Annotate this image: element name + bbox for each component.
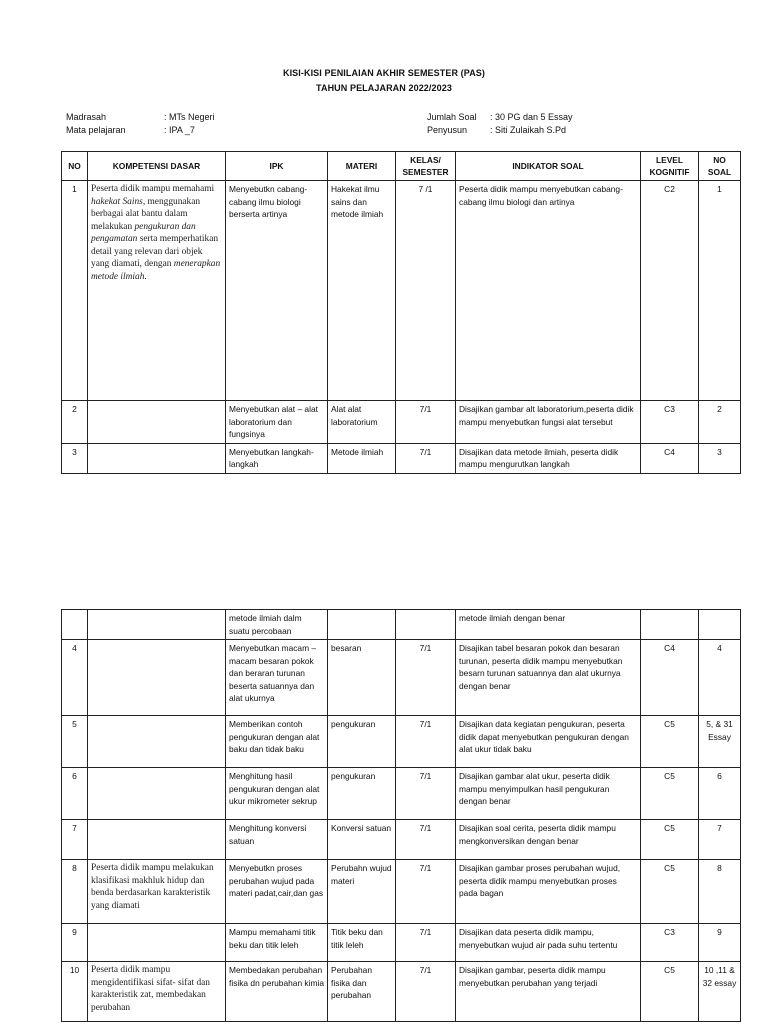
table-row bbox=[62, 716, 741, 768]
col-header-kelas: KELAS/ bbox=[410, 155, 441, 165]
cell-indikator-soal: Disajikan data kegiatan pengukuran, peserta didik dapat menyebutkan pengukuran dengan alat ukur tidak baku bbox=[456, 716, 641, 768]
kd-text-part: . bbox=[144, 271, 147, 282]
cell-level-kognitif: C3 bbox=[641, 924, 699, 962]
kd-text-part: Peserta didik mampu memahami bbox=[91, 184, 215, 194]
cell-no: 7 bbox=[62, 820, 88, 860]
cell-kompetensi-dasar bbox=[88, 640, 226, 716]
cell-ipk: Mampu memahami titik beku dan titik leleh bbox=[226, 924, 328, 962]
cell-no: 10 bbox=[62, 962, 88, 1022]
table-row bbox=[62, 640, 741, 716]
cell-kompetensi-dasar bbox=[88, 820, 226, 860]
table-body-page2 bbox=[62, 610, 741, 1022]
madrasah-value: : MTs Negeri bbox=[164, 112, 215, 122]
cell-indikator-soal: Disajikan data metode ilmiah, peserta didik mampu mengurutkan langkah bbox=[456, 443, 641, 473]
cell-materi: pengukuran bbox=[328, 768, 396, 820]
cell-ipk: Membedakan perubahan fisika dn perubahan kimia bbox=[226, 962, 328, 1022]
cell-indikator-soal: Peserta didik mampu menyebutkan cabang- cabang ilmu biologi dan artinya bbox=[456, 181, 641, 401]
cell-level-kognitif bbox=[641, 610, 699, 640]
cell-kompetensi-dasar bbox=[88, 181, 226, 401]
cell-indikator-soal: metode ilmiah dengan benar bbox=[456, 610, 641, 640]
meta-block-right bbox=[427, 112, 727, 142]
kd-text-part: pengukuran dan pengamatan bbox=[91, 221, 196, 244]
cell-materi: Hakekat ilmu sains dan metode ilmiah bbox=[328, 181, 396, 401]
cell-no: 9 bbox=[62, 924, 88, 962]
madrasah-label: Madrasah bbox=[66, 112, 107, 122]
cell-no-soal: 4 bbox=[699, 640, 741, 716]
kd-text-part: serta memperhatikan detail yang relevan dari objek yang diamati, dengan bbox=[91, 234, 219, 269]
cell-kompetensi-dasar bbox=[88, 860, 226, 924]
col-header-materi: MATERI bbox=[328, 152, 396, 181]
cell-kelas-semester: 7/1 bbox=[396, 401, 456, 444]
cell-no-soal bbox=[699, 610, 741, 640]
cell-kelas-semester: 7/1 bbox=[396, 640, 456, 716]
table-row bbox=[62, 820, 741, 860]
cell-no-soal: 3 bbox=[699, 443, 741, 473]
cell-indikator-soal: Disajikan gambar, peserta didik mampu menyebutkan perubahan yang terjadi bbox=[456, 962, 641, 1022]
table-row bbox=[62, 962, 741, 1022]
kd-text-part: Peserta didik mampu melakukan klasifikasi makhluk hidup dan benda berdasarkan karakteristik yang diamati bbox=[91, 863, 214, 911]
cell-no: 8 bbox=[62, 860, 88, 924]
cell-materi: Perubahan fisika dan perubahan bbox=[328, 962, 396, 1022]
cell-level-kognitif: C2 bbox=[641, 181, 699, 401]
cell-kelas-semester: 7/1 bbox=[396, 820, 456, 860]
mapel-value: : IPA _7 bbox=[164, 125, 195, 135]
kisi-kisi-table-page1 bbox=[61, 151, 741, 474]
kd-text-part: , menggunakan berbagai alat bantu dalam melakukan bbox=[91, 196, 201, 232]
penyusun-value: : Siti Zulaikah S.Pd bbox=[490, 125, 567, 135]
cell-materi: Konversi satuan bbox=[328, 820, 396, 860]
cell-kelas-semester: 7 /1 bbox=[396, 181, 456, 401]
cell-ipk: Menyebutkan langkah-langkah bbox=[226, 443, 328, 473]
document-subtitle: TAHUN PELAJARAN 2022/2023 bbox=[316, 83, 452, 93]
mapel-label: Mata pelajaran bbox=[66, 125, 126, 135]
cell-no-soal: 8 bbox=[699, 860, 741, 924]
table-row bbox=[62, 401, 741, 444]
cell-no: 5 bbox=[62, 716, 88, 768]
cell-no bbox=[62, 610, 88, 640]
cell-materi bbox=[328, 610, 396, 640]
table-body-page1 bbox=[62, 181, 741, 474]
penyusun-label: Penyusun bbox=[427, 125, 468, 135]
col-header-kelas-semester bbox=[396, 152, 456, 181]
col-header-soal: SOAL bbox=[707, 167, 732, 177]
cell-indikator-soal: Disajikan tabel besaran pokok dan besaran turunan, peserta didik mampu menyebutkan besarn turunan satuannya dan alat ukurnya dengan benar bbox=[456, 640, 641, 716]
cell-ipk: Menyebutkan macam –macam besaran pokok dan beraran turunan beserta satuannya dan alat ukurnya bbox=[226, 640, 328, 716]
cell-ipk: Menyebutkan alat – alat laboratorium dan fungsinya bbox=[226, 401, 328, 444]
cell-no-soal: 6 bbox=[699, 768, 741, 820]
col-header-no: NO bbox=[62, 152, 88, 181]
cell-kompetensi-dasar bbox=[88, 443, 226, 473]
cell-kompetensi-dasar bbox=[88, 610, 226, 640]
kd-text-part: menerapkan metode ilmiah bbox=[91, 259, 221, 282]
cell-ipk: metode ilmiah dalm suatu percobaan bbox=[226, 610, 328, 640]
cell-kelas-semester: 7/1 bbox=[396, 443, 456, 473]
cell-kelas-semester: 7/1 bbox=[396, 962, 456, 1022]
cell-indikator-soal: Disajikan gambar alat ukur, peserta didik mampu menyimpulkan hasil pengukuran dengan benar bbox=[456, 768, 641, 820]
kisi-kisi-table-page2 bbox=[61, 609, 741, 1022]
cell-materi: pengukuran bbox=[328, 716, 396, 768]
document-title: KISI-KISI PENILAIAN AKHIR SEMESTER (PAS) bbox=[282, 68, 485, 78]
col-header-level-kognitif bbox=[641, 152, 699, 181]
table-row bbox=[62, 181, 741, 401]
cell-no: 4 bbox=[62, 640, 88, 716]
cell-no: 2 bbox=[62, 401, 88, 444]
cell-level-kognitif: C3 bbox=[641, 401, 699, 444]
cell-no-soal: 5, & 31 Essay bbox=[699, 716, 741, 768]
col-header-kognitif: KOGNITIF bbox=[649, 167, 690, 177]
cell-kompetensi-dasar bbox=[88, 768, 226, 820]
table-header-row bbox=[62, 152, 741, 181]
cell-no: 3 bbox=[62, 443, 88, 473]
cell-indikator-soal: Disajikan soal cerita, peserta didik mampu mengkonversikan dengan benar bbox=[456, 820, 641, 860]
cell-kompetensi-dasar bbox=[88, 401, 226, 444]
cell-no-soal: 1 bbox=[699, 181, 741, 401]
cell-materi: Alat alat laboratorium bbox=[328, 401, 396, 444]
cell-level-kognitif: C4 bbox=[641, 443, 699, 473]
jumlah-soal-value: : 30 PG dan 5 Essay bbox=[490, 112, 573, 122]
cell-no: 6 bbox=[62, 768, 88, 820]
col-header-indikator-soal: INDIKATOR SOAL bbox=[456, 152, 641, 181]
cell-kompetensi-dasar bbox=[88, 962, 226, 1022]
cell-materi: Titik beku dan titik leleh bbox=[328, 924, 396, 962]
cell-no-soal: 7 bbox=[699, 820, 741, 860]
cell-no-soal: 2 bbox=[699, 401, 741, 444]
cell-kelas-semester: 7/1 bbox=[396, 768, 456, 820]
cell-kelas-semester: 7/1 bbox=[396, 716, 456, 768]
cell-no: 1 bbox=[62, 181, 88, 401]
cell-ipk: Menyebutkn proses perubahan wujud pada materi padat,cair,dan gas bbox=[226, 860, 328, 924]
col-header-no-2: NO bbox=[713, 155, 726, 165]
cell-kompetensi-dasar bbox=[88, 716, 226, 768]
cell-indikator-soal: Disajikan gambar alt laboratorium,peserta didik mampu menyebutkan fungsi alat tersebut bbox=[456, 401, 641, 444]
cell-ipk: Menyebutkn cabang-cabang ilmu biologi berserta artinya bbox=[226, 181, 328, 401]
col-header-ipk: IPK bbox=[226, 152, 328, 181]
cell-level-kognitif: C5 bbox=[641, 860, 699, 924]
cell-kelas-semester: 7/1 bbox=[396, 860, 456, 924]
cell-ipk: Menghitung konversi satuan bbox=[226, 820, 328, 860]
cell-indikator-soal: Disajikan data peserta didik mampu, menyebutkan wujud air pada suhu tertentu bbox=[456, 924, 641, 962]
meta-block-left bbox=[66, 112, 366, 142]
kd-text-part: hakekat Sains bbox=[91, 196, 143, 207]
cell-no-soal: 9 bbox=[699, 924, 741, 962]
table-row bbox=[62, 924, 741, 962]
cell-materi: Perubahn wujud materi bbox=[328, 860, 396, 924]
cell-ipk: Memberikan contoh pengukuran dengan alat baku dan tidak baku bbox=[226, 716, 328, 768]
col-header-no-soal bbox=[699, 152, 741, 181]
table-row bbox=[62, 610, 741, 640]
cell-level-kognitif: C5 bbox=[641, 716, 699, 768]
cell-indikator-soal: Disajikan gambar proses perubahan wujud, peserta didik mampu menyebutkan proses pada bagan bbox=[456, 860, 641, 924]
cell-level-kognitif: C4 bbox=[641, 640, 699, 716]
table-row bbox=[62, 768, 741, 820]
col-header-level: LEVEL bbox=[656, 155, 683, 165]
cell-ipk: Menghitung hasil pengukuran dengan alat ukur mikrometer sekrup bbox=[226, 768, 328, 820]
cell-no-soal: 10 ,11 & 32 essay bbox=[699, 962, 741, 1022]
jumlah-soal-label: Jumlah Soal bbox=[427, 112, 477, 122]
kd-text-part: Peserta didik mampu mengidentifikasi sifat- sifat dan karakteristik zat, membedakan perubahan bbox=[91, 965, 210, 1013]
cell-level-kognitif: C5 bbox=[641, 962, 699, 1022]
table-row bbox=[62, 443, 741, 473]
cell-level-kognitif: C5 bbox=[641, 768, 699, 820]
cell-materi: Metode ilmiah bbox=[328, 443, 396, 473]
col-header-semester: SEMESTER bbox=[402, 167, 449, 177]
table-row bbox=[62, 860, 741, 924]
cell-kompetensi-dasar bbox=[88, 924, 226, 962]
col-header-kompetensi-dasar: KOMPETENSI DASAR bbox=[88, 152, 226, 181]
cell-level-kognitif: C5 bbox=[641, 820, 699, 860]
cell-kelas-semester bbox=[396, 610, 456, 640]
cell-materi: besaran bbox=[328, 640, 396, 716]
cell-kelas-semester: 7/1 bbox=[396, 924, 456, 962]
